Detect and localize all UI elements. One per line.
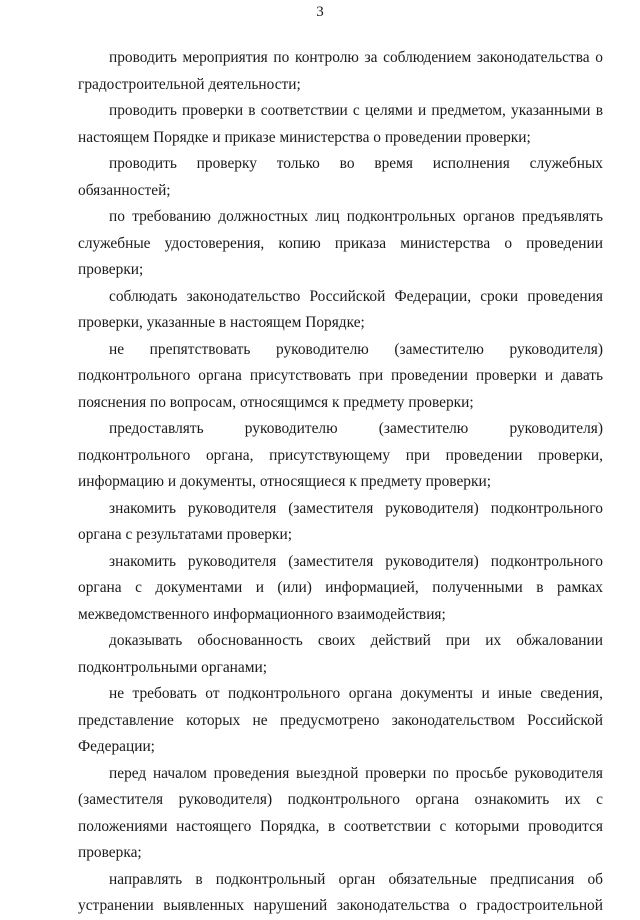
paragraph: знакомить руководителя (заместителя руководителя) подконтрольного органа с документами и (или) информацией, полученными в рамках межведомственного информационного взаимодействия; bbox=[78, 552, 603, 623]
paragraph: проводить проверку только во время исполнения служебных обязанностей; bbox=[78, 155, 603, 199]
paragraph: по требованию должностных лиц подконтрольных органов предъявлять служебные удостоверения, копию приказа министерства о проведении проверки; bbox=[78, 208, 603, 278]
document-body bbox=[78, 45, 603, 920]
paragraph: не препятствовать руководителю (заместителю руководителя) подконтрольного органа присутствовать при проведении проверки и давать пояснения по вопросам, относящимся к предмету проверки; bbox=[78, 340, 603, 411]
paragraph: не требовать от подконтрольного органа документы и иные сведения, представление которых не предусмотрено законодательством Российской Федерации; bbox=[78, 685, 603, 755]
paragraph: соблюдать законодательство Российской Федерации, сроки проведения проверки, указанные в настоящем Порядке; bbox=[78, 287, 603, 331]
paragraph: проводить проверки в соответствии с целями и предметом, указанными в настоящем Порядке и приказе министерства о проведении проверки; bbox=[78, 102, 603, 146]
paragraph: предоставлять руководителю (заместителю руководителя) подконтрольного органа, присутствующему при проведении проверки, информацию и документы, относящиеся к предмету проверки; bbox=[78, 420, 603, 490]
paragraph: проводить мероприятия по контролю за соблюдением законодательства о градостроительной деятельности; bbox=[78, 49, 603, 93]
paragraph: знакомить руководителя (заместителя руководителя) подконтрольного органа с результатами проверки; bbox=[78, 499, 603, 543]
page-number: 3 bbox=[316, 4, 324, 20]
paragraph: перед началом проведения выездной проверки по просьбе руководителя (заместителя руководителя) подконтрольного органа ознакомить их с положениями настоящего Порядка, в соответствии с которыми проводится проверка; bbox=[78, 764, 603, 861]
paragraph: доказывать обоснованность своих действий при их обжаловании подконтрольными органами; bbox=[78, 632, 603, 676]
paragraph-continued: направлять в подконтрольный орган обязательные предписания об устранении выявленных нарушений законодательства о градостроительной bbox=[78, 870, 603, 914]
